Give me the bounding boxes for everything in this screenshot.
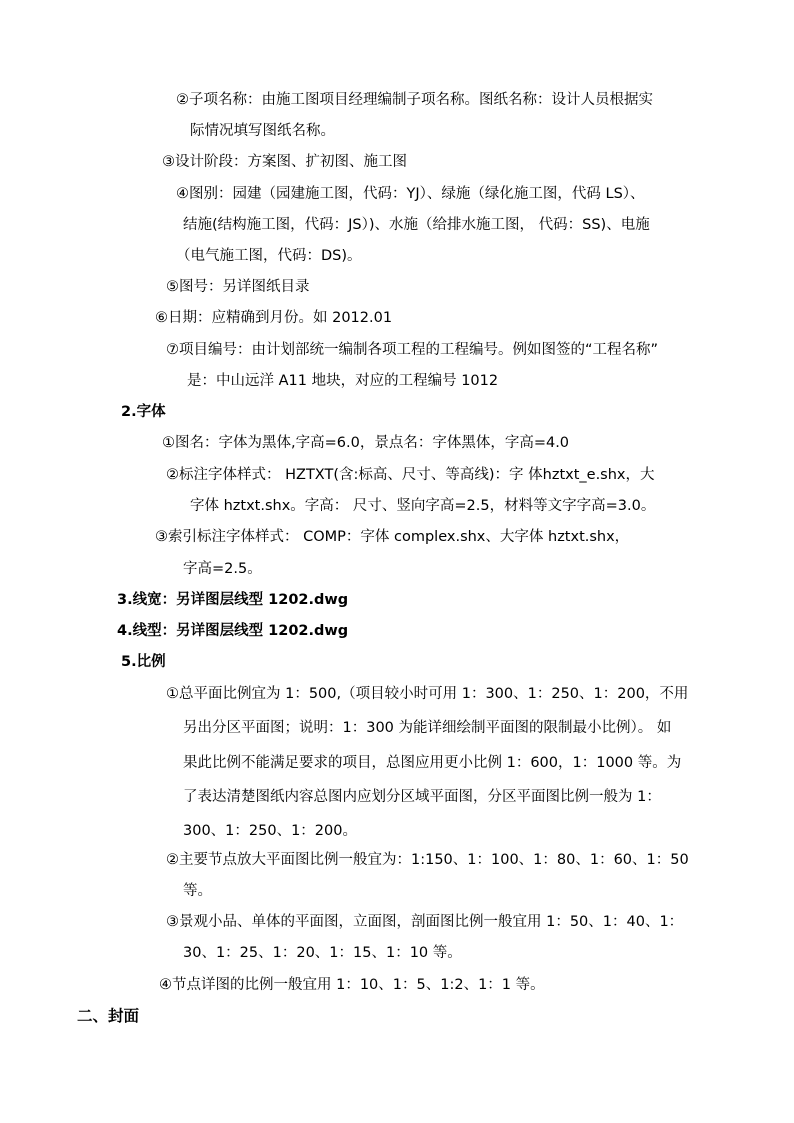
font-item-annotation-style-cont: 字体 hztxt.shx。字高： 尺寸、竖向字高=2.5，材料等文字字高=3.0。 bbox=[190, 498, 656, 514]
scale-item-master-plan-cont-4: 300、1：250、1：200。 bbox=[183, 823, 357, 839]
scale-item-landscape-features-cont: 30、1：25、1：20、1：15、1：10 等。 bbox=[183, 945, 462, 961]
section-heading-cover: 二、封面 bbox=[77, 1007, 140, 1025]
item-drawing-type: ④图别：园建（园建施工图，代码：YJ）、绿施（绿化施工图，代码 LS）、 bbox=[176, 186, 645, 202]
item-sub-project-name-cont: 际情况填写图纸名称。 bbox=[190, 123, 335, 139]
scale-item-landscape-features: ③景观小品、单体的平面图，立面图，剖面图比例一般宜用 1：50、1：40、1： bbox=[166, 914, 684, 930]
section-heading-scale: 5.比例 bbox=[121, 654, 166, 670]
scale-item-master-plan-cont-3: 了表达清楚图纸内容总图内应划分区域平面图，分区平面图比例一般为 1： bbox=[183, 789, 661, 805]
scale-item-node-enlarged: ②主要节点放大平面图比例一般宜为：1:150、1：100、1：80、1：60、1：50 bbox=[166, 852, 689, 868]
scale-item-node-enlarged-cont: 等。 bbox=[183, 883, 212, 899]
font-item-annotation-style: ②标注字体样式： HZTXT(含:标高、尺寸、等高线)：字 体hztxt_e.shx，大 bbox=[166, 467, 655, 483]
item-project-number: ⑦项目编号：由计划部统一编制各项工程的工程编号。例如图签的“工程名称” bbox=[166, 342, 659, 358]
scale-item-master-plan: ①总平面比例宜为 1：500,（项目较小时可用 1：300、1：250、1：200，不用 bbox=[166, 686, 689, 702]
scale-item-detail-drawing: ④节点详图的比例一般宜用 1：10、1：5、1:2、1：1 等。 bbox=[159, 977, 545, 993]
item-drawing-type-cont-1: 结施(结构施工图，代码：JS）)、水施（给排水施工图， 代码：SS)、电施 bbox=[183, 217, 650, 233]
item-drawing-number: ⑤图号：另详图纸目录 bbox=[166, 279, 310, 295]
item-sub-project-name: ②子项名称：由施工图项目经理编制子项名称。图纸名称：设计人员根据实 bbox=[176, 92, 653, 108]
font-item-drawing-name: ①图名：字体为黑体,字高=6.0，景点名：字体黑体，字高=4.0 bbox=[162, 435, 570, 451]
item-design-stage: ③设计阶段：方案图、扩初图、施工图 bbox=[162, 154, 407, 170]
scale-item-master-plan-cont-2: 果此比例不能满足要求的项目，总图应用更小比例 1：600，1：1000 等。为 bbox=[183, 755, 682, 771]
section-line-type bbox=[117, 621, 348, 641]
section-heading-font: 2.字体 bbox=[121, 404, 166, 420]
item-project-number-cont: 是：中山远洋 A11 地块，对应的工程编号 1012 bbox=[187, 373, 499, 389]
item-date: ⑥日期：应精确到月份。如 2012.01 bbox=[155, 310, 393, 326]
scale-item-master-plan-cont-1: 另出分区平面图；说明：1：300 为能详细绘制平面图的限制最小比例）。 如 bbox=[183, 720, 672, 736]
font-item-index-style-cont: 字高=2.5。 bbox=[183, 561, 262, 577]
font-item-index-style: ③索引标注字体样式： COMP：字体 complex.shx、大字体 hztxt.shx， bbox=[155, 529, 630, 545]
item-drawing-type-cont-2: （电气施工图，代码：DS)。 bbox=[176, 248, 362, 264]
line-width-text: 3.线宽：另详图层线型 1202.dwg bbox=[117, 592, 349, 608]
section-line-width bbox=[117, 590, 348, 610]
line-type-text: 4.线型：另详图层线型 1202.dwg bbox=[117, 623, 349, 639]
